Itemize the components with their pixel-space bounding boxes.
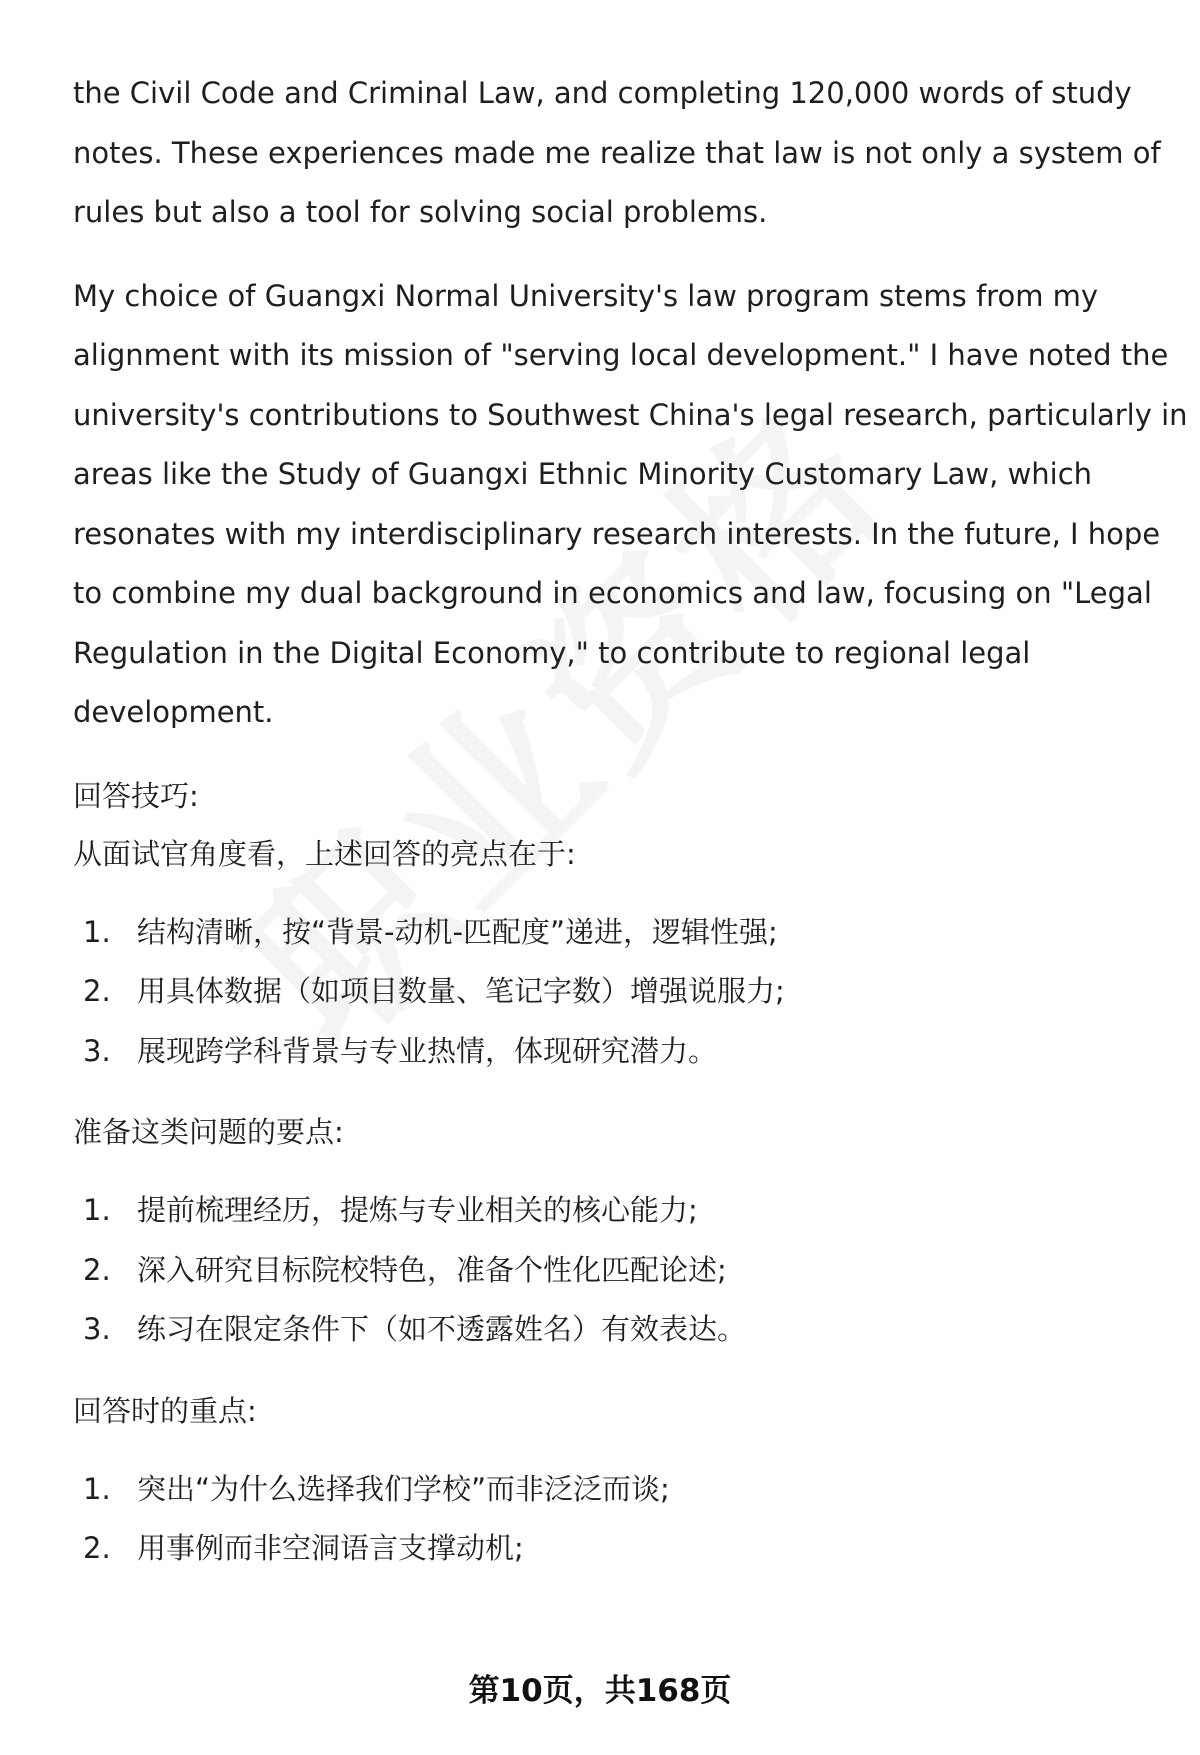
list-number: 1. [83, 1193, 111, 1227]
prep-list [73, 1181, 1163, 1360]
list-text: 用具体数据（如项目数量、笔记字数）增强说服力; [137, 974, 785, 1008]
paragraph-line: development. [73, 695, 274, 729]
page-number-footer: 第10页，共168页 [468, 1673, 732, 1709]
focus-list [73, 1460, 1163, 1579]
tips-intro: 从面试官角度看，上述回答的亮点在于: [73, 836, 576, 871]
list-item [73, 1241, 1163, 1301]
list-item [73, 903, 1163, 963]
paragraph-2 [73, 267, 1188, 743]
list-number: 2. [83, 1531, 111, 1565]
paragraph-line: alignment with its mission of "serving local development." I have noted the [73, 338, 1169, 372]
focus-heading: 回答时的重点: [73, 1393, 257, 1428]
list-number: 2. [83, 1252, 111, 1287]
tips-heading: 回答技巧: [73, 778, 199, 813]
paragraph-line: the Civil Code and Criminal Law, and completing 120,000 words of study [73, 76, 1132, 110]
paragraph-line: Regulation in the Digital Economy," to contribute to regional legal [73, 635, 1031, 670]
paragraph-line: rules but also a tool for solving social problems. [73, 195, 768, 229]
list-text: 提前梳理经历，提炼与专业相关的核心能力; [137, 1193, 698, 1227]
list-text: 结构清晰，按“背景-动机-匹配度”递进，逻辑性强; [137, 914, 778, 949]
list-text: 练习在限定条件下（如不透露姓名）有效表达。 [137, 1312, 747, 1346]
list-item [73, 1460, 1163, 1520]
paragraph-line: resonates with my interdisciplinary research interests. In the future, I hope [73, 516, 1161, 551]
paragraph-line: university's contributions to Southwest China's legal research, particularly in [73, 397, 1188, 432]
list-item [73, 1022, 1163, 1082]
list-text: 用事例而非空洞语言支撑动机; [137, 1531, 524, 1565]
list-item [73, 1300, 1163, 1360]
list-number: 3. [83, 1312, 111, 1346]
list-number: 1. [83, 914, 111, 949]
list-number: 3. [83, 1033, 111, 1068]
highlights-list [73, 903, 1163, 1082]
paragraph-line: to combine my dual background in economics and law, focusing on "Legal [73, 576, 1152, 610]
list-item [73, 1519, 1163, 1579]
paragraph-1 [73, 64, 1163, 243]
paragraph-line: notes. These experiences made me realize that law is not only a system of [73, 135, 1161, 170]
paragraph-line: My choice of Guangxi Normal University's law program stems from my [73, 278, 1099, 313]
list-number: 2. [83, 974, 111, 1008]
list-text: 展现跨学科背景与专业热情，体现研究潜力。 [137, 1033, 718, 1068]
list-number: 1. [83, 1471, 111, 1506]
list-item [73, 962, 1163, 1022]
list-text: 突出“为什么选择我们学校”而非泛泛而谈; [137, 1471, 670, 1506]
list-text: 深入研究目标院校特色，准备个性化匹配论述; [137, 1252, 727, 1287]
prep-heading: 准备这类问题的要点: [73, 1115, 344, 1149]
page-content [73, 64, 1188, 1601]
paragraph-line: areas like the Study of Guangxi Ethnic Minority Customary Law, which [73, 457, 1093, 491]
list-item [73, 1181, 1163, 1241]
